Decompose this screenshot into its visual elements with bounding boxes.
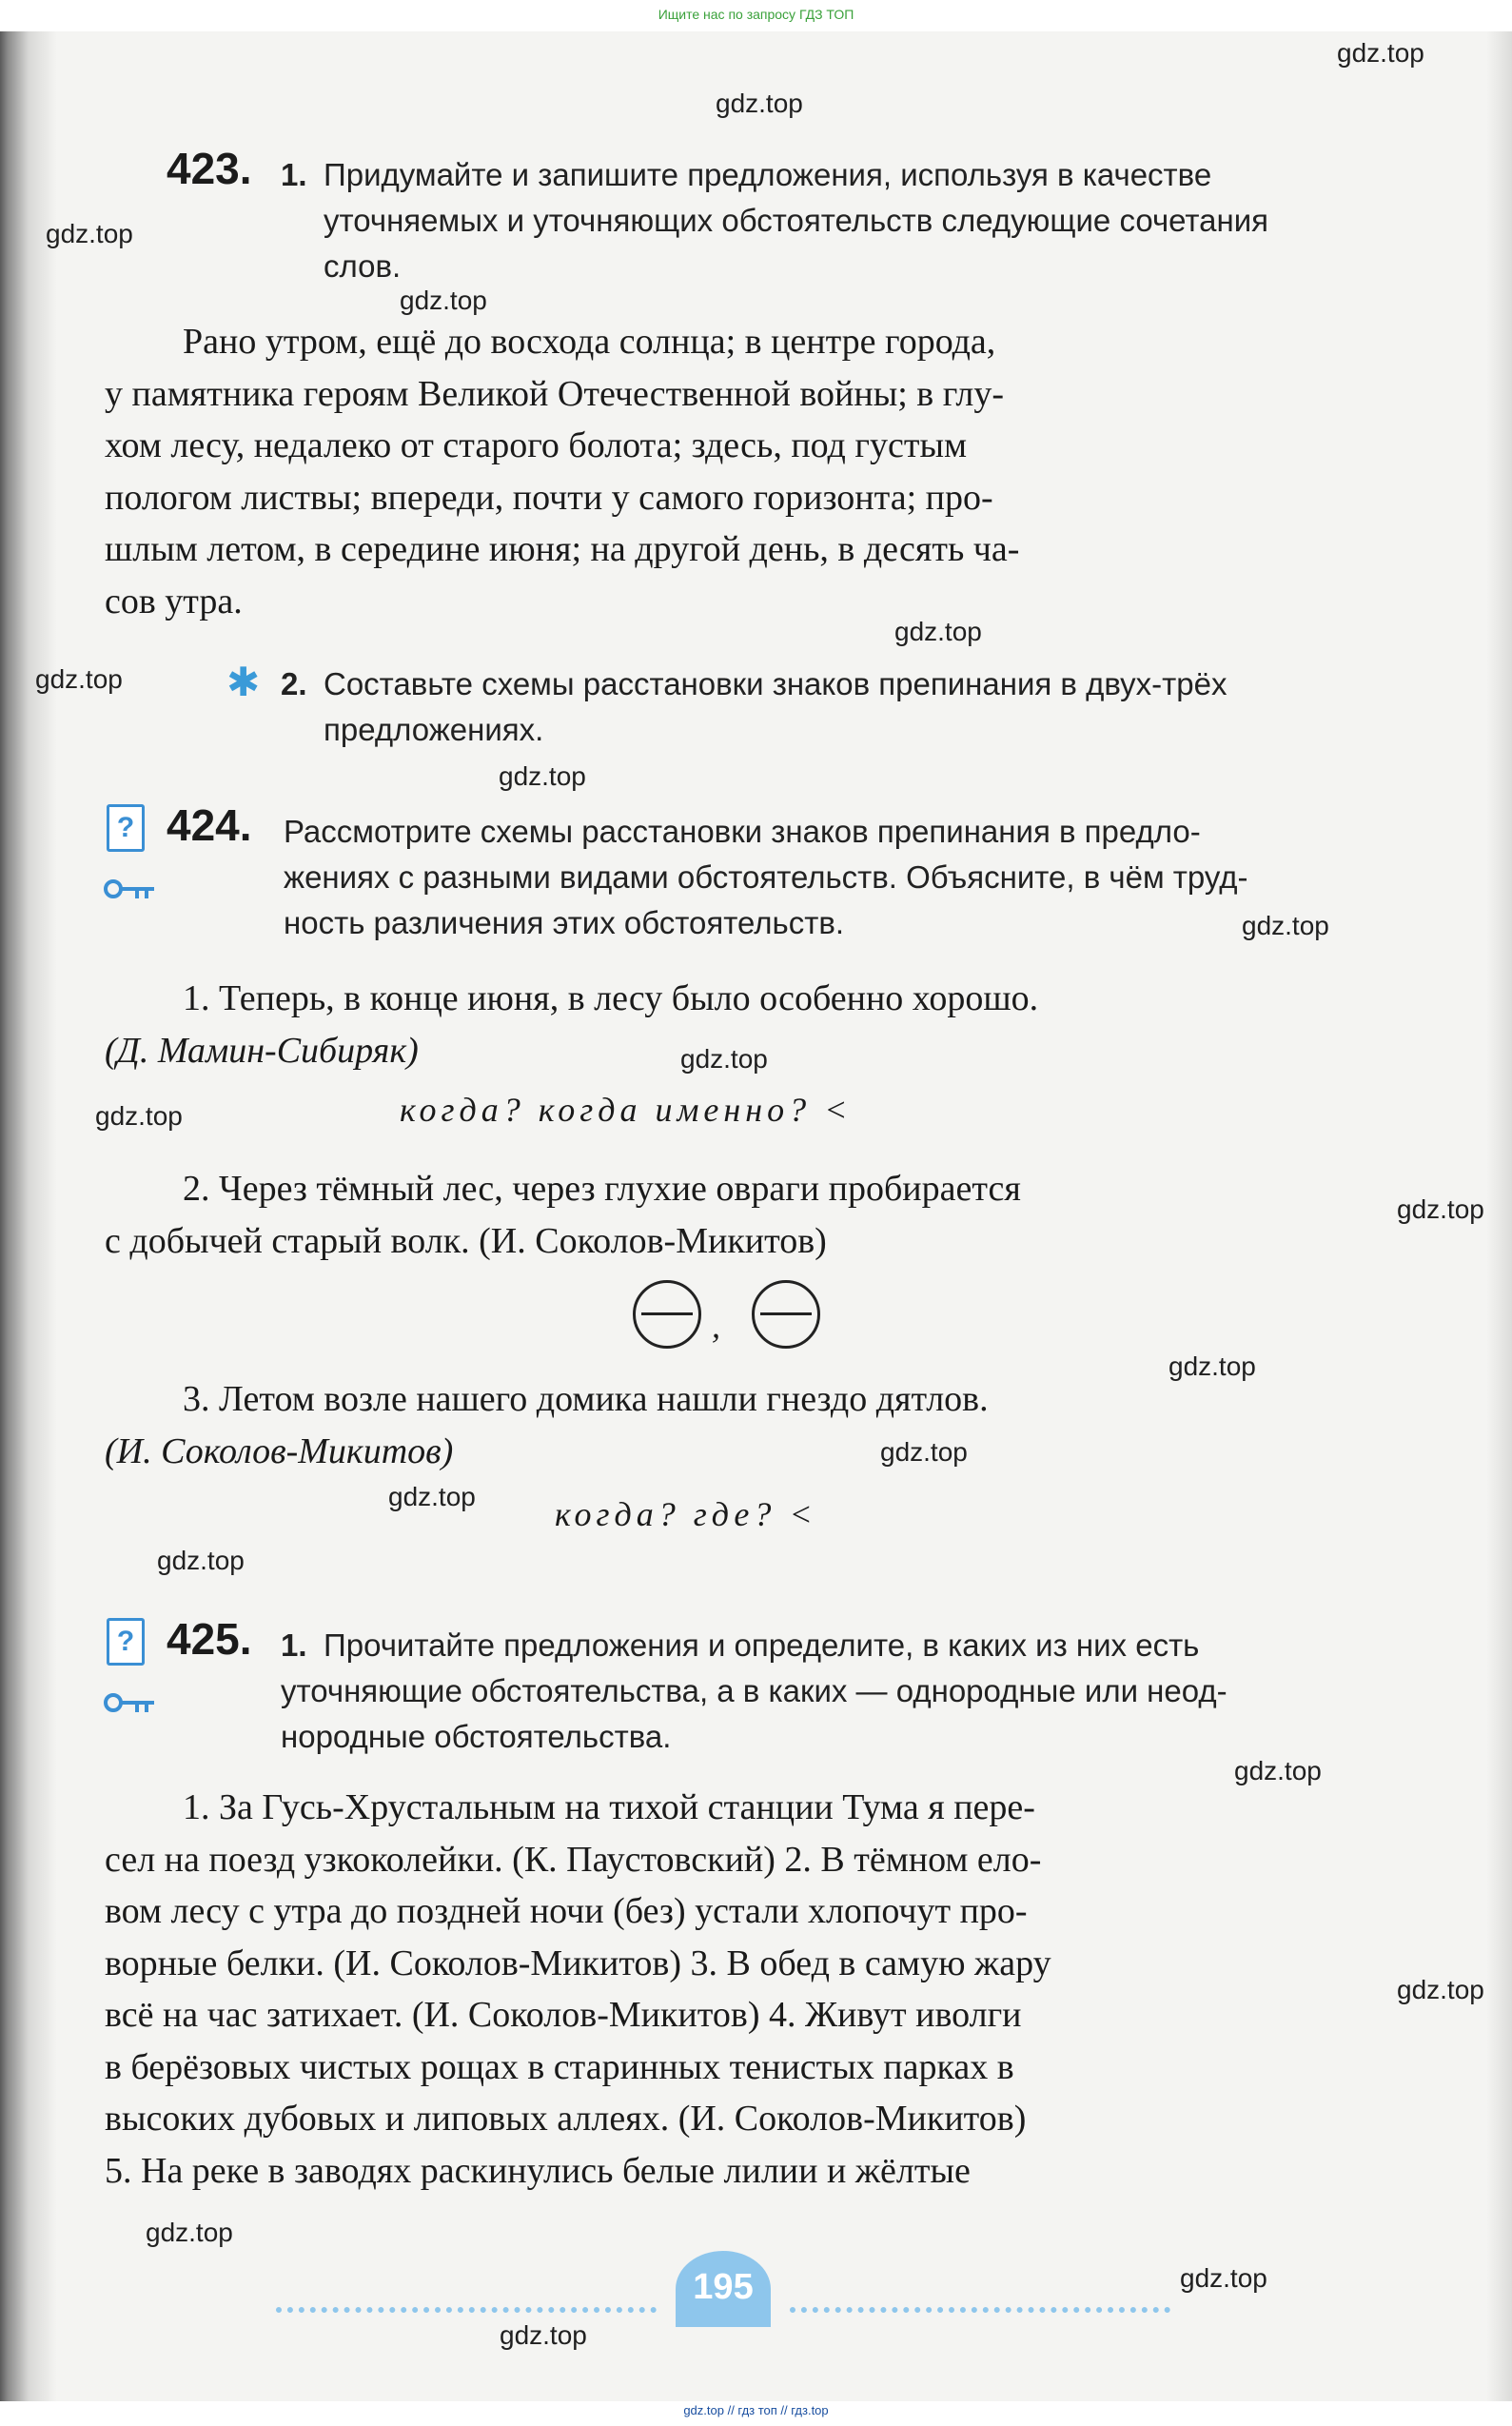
watermark: gdz.top [1397, 1975, 1484, 2004]
top-banner[interactable]: Ищите нас по запросу ГДЗ ТОП [658, 7, 854, 22]
watermark: gdz.top [388, 1482, 476, 1511]
watermark: gdz.top [400, 286, 487, 315]
task-line: нородные обстоятельства. [281, 1719, 672, 1754]
text-line: 1. За Гусь-Хрустальным на тихой станции Тума я пере- [183, 1787, 1035, 1827]
task-line: слов. [324, 248, 402, 284]
task-line: Придумайте и запишите предложения, используя в качестве [324, 157, 1212, 192]
text-line: пологом листвы; впереди, почти у самого горизонта; про- [105, 477, 993, 518]
watermark: gdz.top [716, 89, 803, 118]
question-icon: ? [107, 804, 145, 852]
text-line: высоких дубовых и липовых аллеях. (И. Соколов-Микитов) [105, 2099, 1027, 2139]
task-line: уточняемых и уточняющих обстоятельств следующие сочетания [324, 203, 1269, 238]
sentence-3 [105, 1373, 1361, 1477]
page-edge [1486, 31, 1512, 2401]
sentence-2 [105, 1163, 1361, 1267]
page-dots-right [790, 2307, 1170, 2313]
exercise-423-task-2-text [324, 661, 1361, 753]
page-dots-left [276, 2307, 657, 2313]
text-line: хом лесу, недалеко от старого болота; здесь, под густым [105, 425, 968, 465]
task-line: Составьте схемы расстановки знаков препинания в двух-трёх [324, 666, 1227, 701]
task-line: Рассмотрите схемы расстановки знаков препинания в предло- [284, 814, 1201, 849]
question-icon: ? [107, 1618, 145, 1666]
key-icon [103, 1689, 156, 1721]
watermark: gdz.top [499, 761, 586, 791]
text-line: 1. Теперь, в конце июня, в лесу было особенно хорошо. [183, 978, 1039, 1018]
footer-links[interactable]: gdz.top // гдз топ // гдз.top [683, 2403, 829, 2417]
author: (Д. Мамин-Сибиряк) [105, 1030, 419, 1071]
text-line: вом лесу с утра до поздней ночи (без) устали хлопочут про- [105, 1891, 1028, 1931]
text-line: 2. Через тёмный лес, через глухие овраги пробирается [183, 1169, 1021, 1209]
sentence-1-scheme: когда? когда именно? < [400, 1091, 853, 1129]
page-number: 195 [676, 2251, 771, 2327]
scheme-circle-1 [633, 1280, 701, 1349]
watermark: gdz.top [880, 1437, 968, 1467]
task-line: Прочитайте предложения и определите, в каких из них есть [324, 1627, 1200, 1663]
text-line: Рано утром, ещё до восхода солнца; в центре города, [183, 322, 996, 362]
task-number: 2. [281, 666, 307, 701]
watermark: gdz.top [46, 219, 133, 248]
exercise-423-task-1 [281, 152, 307, 198]
asterisk-icon: ✱ [226, 659, 261, 705]
task-number: 1. [281, 157, 307, 192]
exercise-424-task-text [284, 809, 1361, 946]
watermark: gdz.top [146, 2218, 233, 2247]
key-icon [103, 876, 156, 907]
watermark: gdz.top [1337, 38, 1424, 68]
watermark: gdz.top [1242, 911, 1329, 940]
book-spine-shadow [0, 31, 57, 2401]
exercise-425-number: 425. [167, 1614, 252, 1664]
exercise-423-task-2-number [281, 661, 307, 707]
watermark: gdz.top [95, 1101, 183, 1131]
task-line: предложениях. [324, 712, 544, 747]
task-line: жениях с разными видами обстоятельств. Объясните, в чём труд- [284, 859, 1248, 895]
task-line: уточняющие обстоятельства, а в каких — однородные или неод- [281, 1673, 1227, 1708]
watermark: gdz.top [1397, 1194, 1484, 1224]
exercise-424-number: 424. [167, 800, 252, 850]
watermark: gdz.top [894, 617, 982, 646]
text-line: сел на поезд узкоколейки. (К. Паустовский) 2. В тёмном ело- [105, 1839, 1042, 1880]
text-line: в берёзовых чистых рощах в старинных тенистых парках в [105, 2046, 1014, 2087]
text-line: 5. На реке в заводях раскинулись белые лилии и жёлтые [105, 2150, 971, 2191]
watermark: gdz.top [35, 664, 123, 694]
sentence-3-scheme: когда? где? < [555, 1495, 817, 1533]
watermark: gdz.top [1180, 2263, 1267, 2293]
text-line: шлым летом, в середине июня; на другой день, в десять ча- [105, 529, 1020, 569]
author: (И. Соколов-Микитов) [105, 1430, 454, 1471]
exercise-423-word-combinations [105, 316, 1361, 627]
exercise-423-task-1-text [324, 152, 1361, 289]
text-line: ворные белки. (И. Соколов-Микитов) 3. В обед в самую жару [105, 1943, 1051, 1983]
watermark: gdz.top [1234, 1756, 1322, 1785]
text-line: у памятника героям Великой Отечественной войны; в глу- [105, 373, 1005, 414]
text-line: сов утра. [105, 581, 243, 621]
watermark: gdz.top [1168, 1351, 1256, 1381]
watermark: gdz.top [680, 1044, 768, 1074]
watermark: gdz.top [157, 1546, 245, 1575]
text-line: с добычей старый волк. (И. Соколов-Микитов) [105, 1220, 827, 1261]
exercise-425-sentences [105, 1782, 1361, 2197]
watermark: gdz.top [500, 2320, 587, 2350]
scheme-comma: , [712, 1307, 725, 1345]
exercise-425-task-text [281, 1623, 1361, 1760]
task-line: ность различения этих обстоятельств. [284, 905, 845, 940]
text-line: всё на час затихает. (И. Соколов-Микитов) 4. Живут иволги [105, 1995, 1022, 2035]
exercise-423-number: 423. [167, 144, 252, 193]
text-line: 3. Летом возле нашего домика нашли гнездо дятлов. [183, 1379, 989, 1419]
scheme-circle-2 [752, 1280, 820, 1349]
task-number: 1. [281, 1627, 307, 1663]
